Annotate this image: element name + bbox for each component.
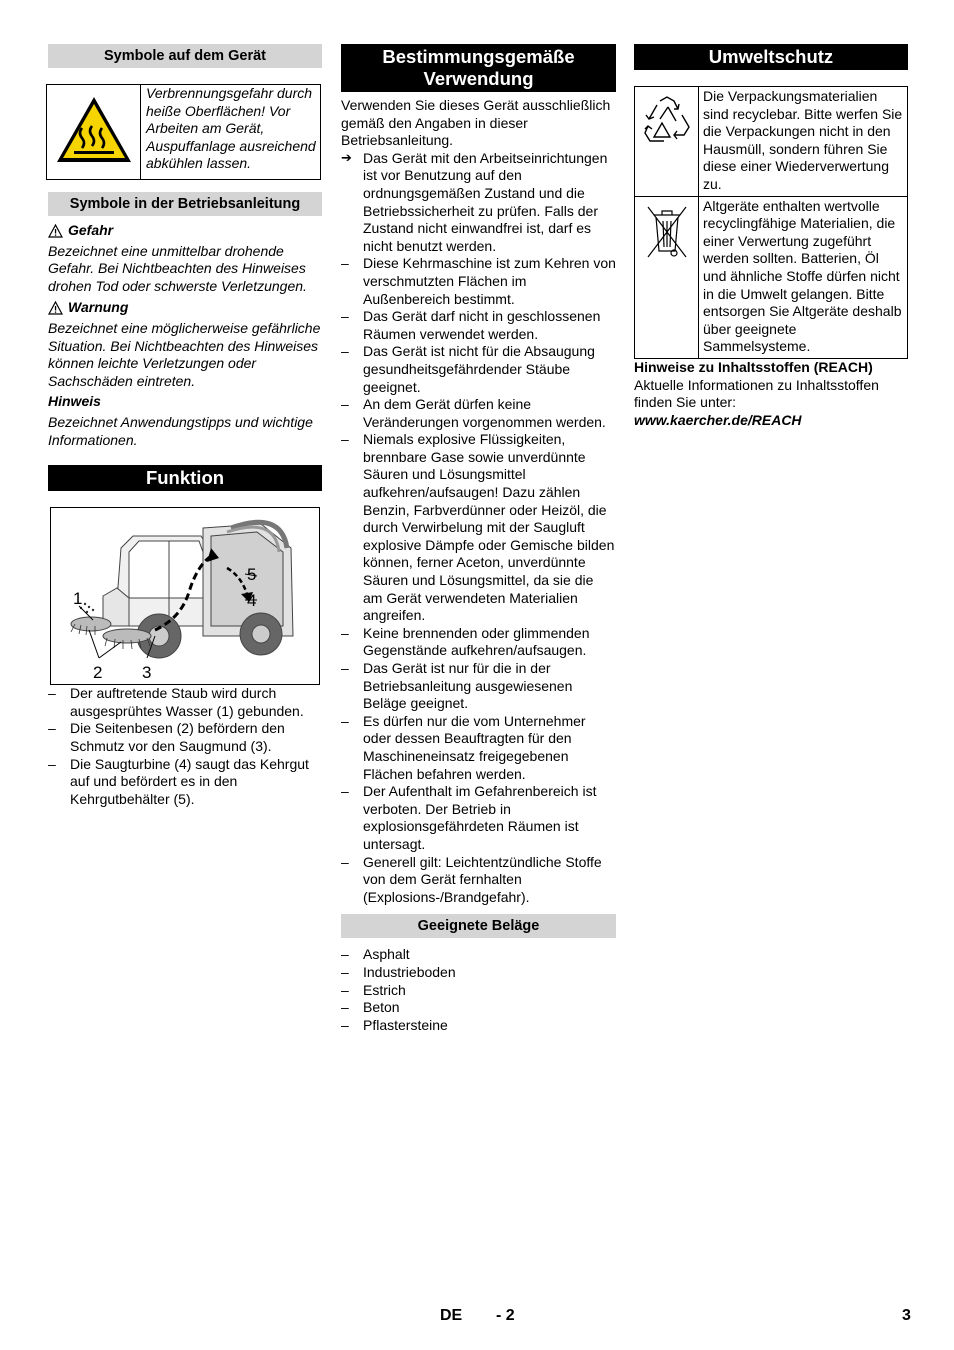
symbols-manual-heading: Symbole in der Betriebsanleitung (48, 192, 322, 216)
intended-use-intro: Verwenden Sie dieses Gerät ausschließlich gemäß den Angaben in dieser Betriebsanleitung. (341, 97, 611, 149)
footer-language: DE (440, 1307, 463, 1324)
list-item: – Industrieboden (341, 964, 616, 982)
list-item: – Estrich (341, 982, 616, 1000)
hot-surface-symbol-table (46, 84, 321, 180)
environment-table (634, 86, 908, 359)
hot-surface-symbol-cell (47, 85, 141, 180)
symbols-device-heading: Symbole auf dem Gerät (48, 44, 322, 68)
warning-label: Warnung (68, 299, 129, 316)
crossed-bin-icon (644, 203, 690, 261)
footer-page-number: 3 (902, 1307, 911, 1324)
reach-link[interactable]: www.kaercher.de/REACH (634, 411, 802, 428)
disposal-text: Altgeräte enthalten wertvolle recyclingfähige Materialien, die einer Verwertung zugeführt werden sollten. Batterien, Öl und ähnliche Stoffe dürfen nicht in die Umwelt gelangen. Bitte entsorgen Sie Altgeräte deshalb über geeignete Sammelsysteme. (703, 197, 902, 355)
column-right (634, 44, 908, 429)
function-list (48, 685, 322, 808)
figure-label-2: 2 (93, 663, 103, 683)
footer-page-ref: - 2 (496, 1307, 515, 1324)
list-item: – Keine brennenden oder glimmenden Gegenstände aufkehren/aufsaugen. (341, 625, 616, 660)
danger-text: Bezeichnet eine unmittelbar drohende Gefahr. Bei Nichtbeachten des Hinweises drohen Tod oder schwerste Verletzungen. (48, 242, 307, 294)
list-item: – Die Seitenbesen (2) befördern den Schmutz vor den Saugmund (3). (48, 720, 322, 755)
list-item: – Generell gilt: Leichtentzündliche Stoffe von dem Gerät fernhalten (Explosions-/Brandgefahr). (341, 854, 616, 907)
list-item: – Das Gerät darf nicht in geschlossenen Räumen verwendet werden. (341, 308, 616, 343)
warning-label-row (48, 299, 322, 317)
reach-text: Aktuelle Informationen zu Inhaltsstoffen finden Sie unter: (634, 376, 879, 411)
disposal-text-cell (699, 196, 908, 358)
list-item: – Beton (341, 999, 616, 1017)
disposal-icon-cell (635, 196, 699, 358)
note-label: Hinweis (48, 393, 101, 410)
environment-heading: Umweltschutz (634, 44, 908, 70)
list-item: – Es dürfen nur die vom Unternehmer oder dessen Beauftragten für den Maschineneinsatz freigegebenen Flächen befahren werden. (341, 713, 616, 783)
danger-triangle-icon (48, 224, 63, 238)
recycling-icon-cell (635, 87, 699, 197)
warning-triangle-icon (48, 301, 63, 315)
list-item: – Das Gerät ist nicht für die Absaugung gesundheitsgefährdender Stäube geeignet. (341, 343, 616, 396)
hot-surface-warning-icon (54, 94, 134, 166)
column-middle (341, 44, 616, 1034)
list-item: – Diese Kehrmaschine ist zum Kehren von verschmutzten Flächen im Außenbereich bestimmt. (341, 255, 616, 308)
danger-label-row (48, 222, 322, 240)
danger-label: Gefahr (68, 222, 114, 238)
sweeper-function-figure (50, 507, 320, 685)
list-item: ➔ Das Gerät mit den Arbeitseinrichtungen ist vor Benutzung auf den ordnungsgemäßen Zustand und die Betriebssicherheit zu prüfen. Falls der Zustand nicht einwandfrei ist, darf es nicht benutzt werden. (341, 150, 616, 256)
sweeper-machine-illustration (51, 508, 319, 684)
list-item: – Pflastersteine (341, 1017, 616, 1035)
function-heading: Funktion (48, 465, 322, 491)
list-item: – Niemals explosive Flüssigkeiten, brennbare Gase sowie unverdünnte Säuren und Lösungsmittel aufkehren/aufsaugen! Dazu zählen Benzin, Farbverdünner oder Heizöl, die durch Verwirbelung mit der Saugluft explosive Dämpfe oder Gemische bilden können, ferner Aceton, unverdünnte Säuren und Lösungsmittel, da sie die am Gerät verwendeten Materialien angreifen. (341, 431, 616, 625)
list-item: – An dem Gerät dürfen keine Veränderungen vorgenommen werden. (341, 396, 616, 431)
hot-surface-text-cell (141, 85, 321, 180)
hot-surface-text: Verbrennungsgefahr durch heiße Oberflächen! Vor Arbeiten am Gerät, Auspuffanlage ausreichend abkühlen lassen. (146, 85, 316, 172)
list-item: – Der auftretende Staub wird durch ausgesprühtes Wasser (1) gebunden. (48, 685, 322, 720)
figure-label-5: 5 (247, 565, 257, 585)
surfaces-list (341, 946, 616, 1034)
intended-use-list (341, 150, 616, 907)
figure-label-3: 3 (142, 663, 152, 683)
figure-label-1: 1 (73, 589, 83, 609)
recycling-icon (640, 93, 694, 149)
reach-heading: Hinweise zu Inhaltsstoffen (REACH) (634, 358, 873, 375)
warning-text: Bezeichnet eine möglicherweise gefährliche Situation. Bei Nichtbeachten des Hinweises können leichte Verletzungen oder Sachschäden eintreten. (48, 319, 321, 389)
list-item: – Das Gerät ist nur für die in der Betriebsanleitung ausgewiesenen Beläge geeignet. (341, 660, 616, 713)
surfaces-heading: Geeignete Beläge (341, 914, 616, 938)
list-item: – Der Aufenthalt im Gefahrenbereich ist verboten. Der Betrieb in explosionsgefährdeten Räumen ist untersagt. (341, 783, 616, 853)
list-item: – Asphalt (341, 946, 616, 964)
recycling-text: Die Verpackungsmaterialien sind recyclebar. Bitte werfen Sie die Verpackungen nicht in den Hausmüll, sondern führen Sie diese einer Wiederverwertung zu. (703, 88, 903, 192)
column-left (48, 44, 322, 808)
recycling-text-cell (699, 87, 908, 197)
figure-label-4: 4 (247, 591, 257, 611)
list-item: – Die Saugturbine (4) saugt das Kehrgut auf und befördert es in den Kehrgutbehälter (5). (48, 756, 322, 809)
note-text: Bezeichnet Anwendungstipps und wichtige Informationen. (48, 413, 313, 448)
intended-use-heading: Bestimmungsgemäße Verwendung (341, 44, 616, 92)
